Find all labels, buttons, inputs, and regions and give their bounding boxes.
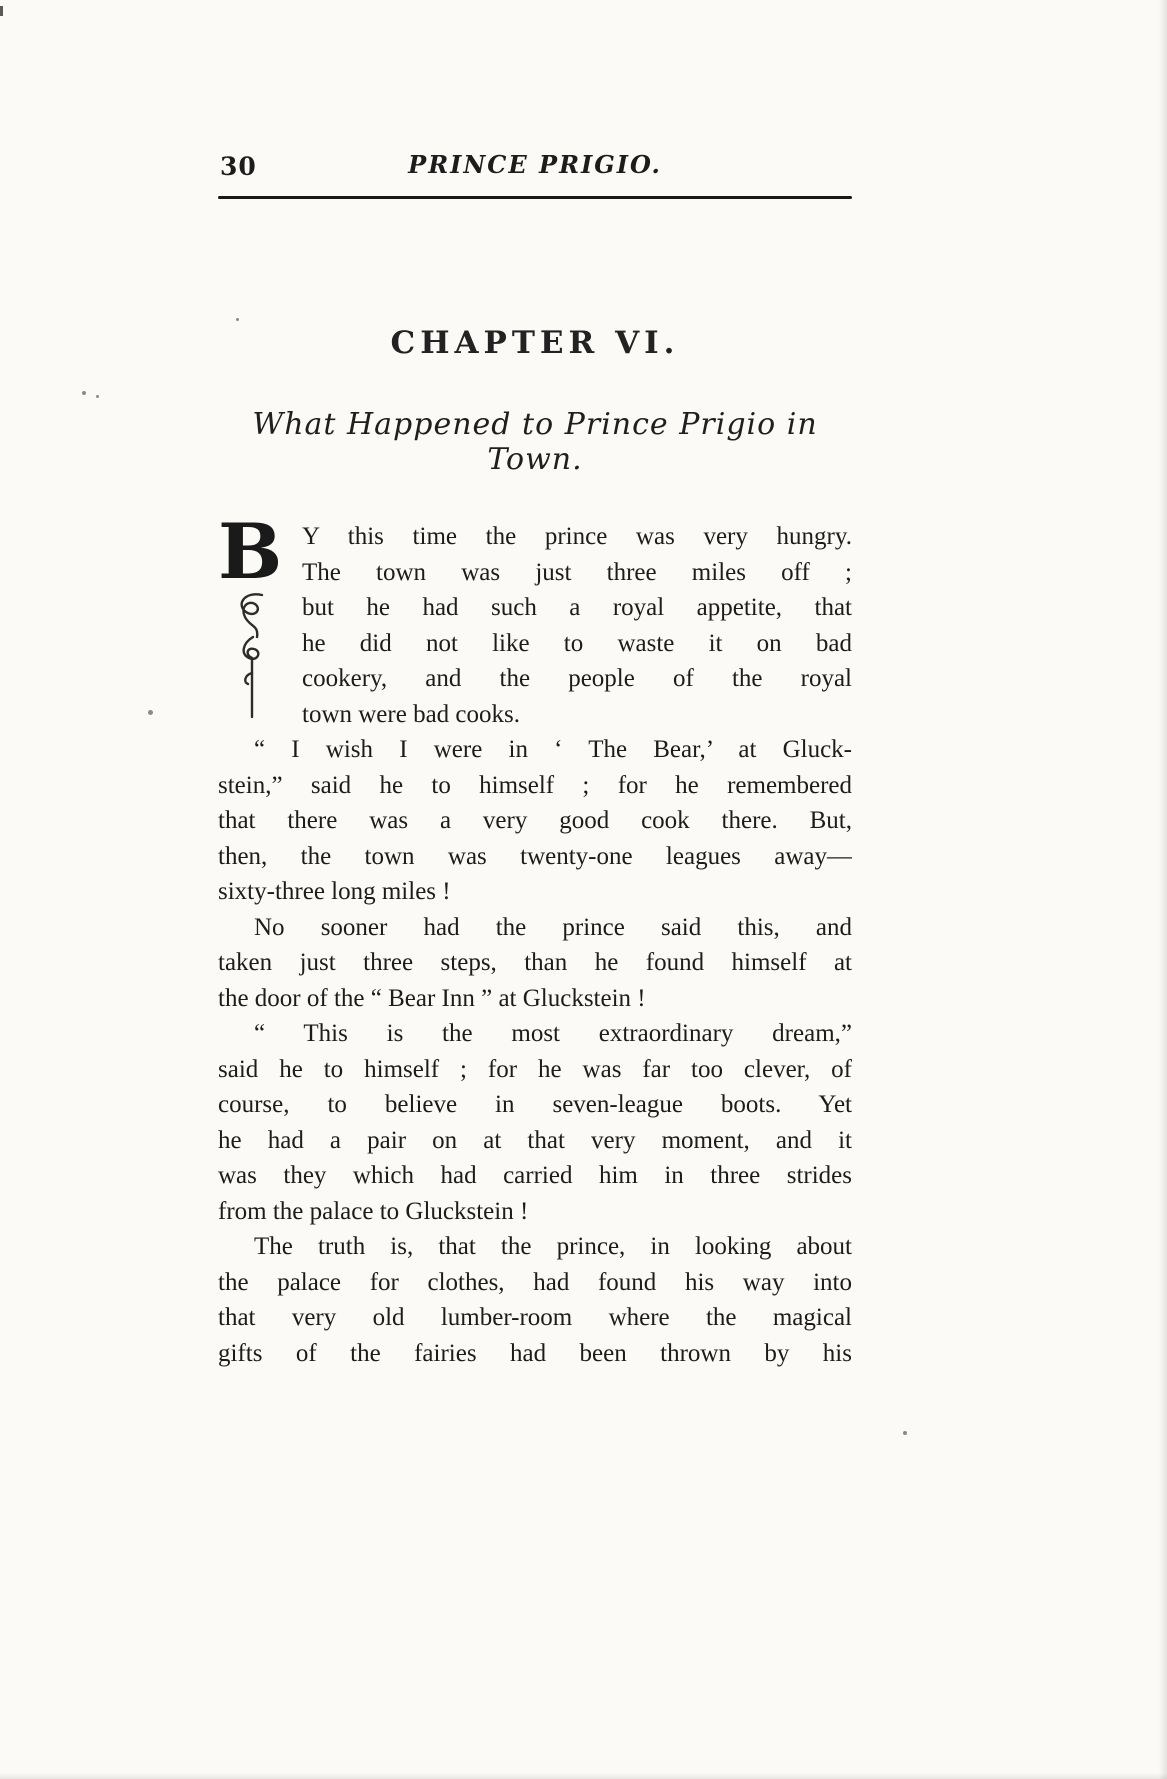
text-line: No sooner had the prince said this, and [254,913,852,941]
text-line: he did not like to waste it on bad [302,629,852,657]
text-line: The truth is, that the prince, in looking about [254,1233,852,1260]
text-line: course, to believe in seven-league boots. Yet [218,1091,852,1118]
text-line: he had a pair on at that very moment, and it [218,1126,852,1154]
chapter-subtitle: What Happened to Prince Prigio in Town. [252,407,818,477]
page-number: 30 [220,152,257,181]
drop-cap-letter: B [218,507,283,596]
scan-speck [96,395,99,398]
text-line: stein,” said he to himself ; for he remembered [218,771,852,799]
text-line: was they which had carried him in three strides [218,1162,852,1189]
drop-cap [218,507,302,727]
text-line: gifts of the fairies had been thrown by his [218,1339,852,1367]
page-header [218,150,852,184]
page-edge-mark [0,6,3,16]
text-line: sixty-three long miles ! [218,878,451,905]
paragraph [218,507,852,732]
chapter-heading: CHAPTER VI. [390,325,680,361]
text-line: “ I wish I were in ‘ The Bear,’ at Gluck- [254,736,852,763]
paragraph [218,910,852,1017]
scan-speck [82,391,86,395]
text-line: Y this time the prince was very hungry. [302,523,852,550]
paragraph [218,1229,852,1371]
text-line: town were bad cooks. [302,700,520,728]
scan-speck [903,1431,907,1435]
text-line: “ This is the most extraordinary dream,” [254,1020,852,1047]
header-rule [218,196,852,199]
paragraph [218,1016,852,1229]
body-text [218,507,852,1371]
text-line: from the palace to Gluckstein ! [218,1197,529,1225]
text-line: then, the town was twenty-one leagues away— [218,842,852,870]
paragraph [218,732,852,910]
text-line: taken just three steps, than he found himself at [218,949,852,976]
text-line: said he to himself ; for he was far too clever, of [218,1055,852,1083]
text-line: the door of the “ Bear Inn ” at Gluckstein ! [218,984,646,1012]
text-line: cookery, and the people of the royal [302,665,852,692]
text-line: that very old lumber-room where the magical [218,1304,852,1331]
text-line: but he had such a royal appetite, that [302,594,852,621]
page-edge-bottom [0,1773,1167,1779]
drop-cap-flourish-icon [228,591,276,725]
text-line: the palace for clothes, had found his way into [218,1268,852,1296]
scan-speck [236,318,239,321]
page-edge-right [1159,0,1167,1779]
scan-speck [148,710,153,715]
running-head: PRINCE PRIGIO. [408,150,662,179]
text-line: The town was just three miles off ; [302,558,852,586]
text-line: that there was a very good cook there. But, [218,807,852,834]
text-block [218,0,852,1371]
